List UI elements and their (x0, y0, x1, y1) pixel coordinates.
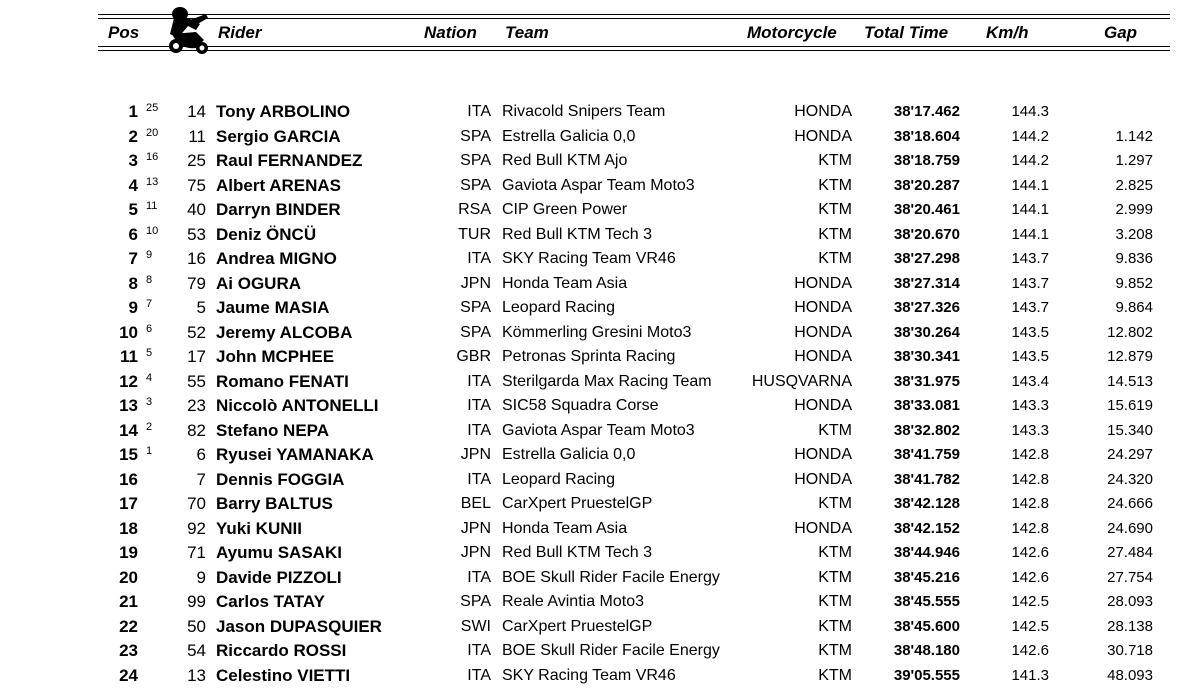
nation-cell: SPA (460, 176, 491, 194)
table-row (0, 590, 1200, 614)
speed-cell: 142.5 (1011, 593, 1049, 610)
gap-cell: 9.864 (1115, 299, 1153, 316)
rider-name-cell: Celestino VIETTI (216, 665, 351, 685)
position-cell: 21 (119, 592, 138, 611)
nation-cell: ITA (467, 568, 491, 586)
nation-cell: SPA (460, 593, 491, 610)
motorcycle-cell: HUSQVARNA (751, 372, 852, 390)
speed-cell: 142.5 (1011, 617, 1049, 635)
position-cell: 24 (119, 665, 138, 685)
team-cell: Kömmerling Gresini Moto3 (502, 323, 692, 341)
speed-cell: 142.6 (1011, 544, 1049, 561)
speed-cell: 143.7 (1011, 299, 1049, 316)
nation-cell: ITA (467, 372, 491, 390)
position-cell: 20 (119, 567, 138, 587)
motorcycle-cell: KTM (818, 225, 852, 243)
gap-cell: 1.142 (1115, 127, 1153, 145)
total-time-cell: 38'30.341 (893, 348, 960, 365)
rider-name-cell: Riccardo ROSSI (216, 641, 347, 660)
table-row (0, 247, 1200, 271)
header-motorcycle: Motorcycle (747, 23, 837, 42)
table-row (0, 468, 1200, 492)
motorcycle-cell: KTM (818, 593, 852, 610)
nation-cell: SPA (460, 152, 491, 169)
rider-number-cell: 25 (187, 151, 206, 170)
position-cell: 18 (119, 518, 138, 538)
nation-cell: JPN (460, 544, 491, 561)
position-cell: 23 (119, 641, 138, 660)
speed-cell: 142.6 (1011, 642, 1049, 659)
rider-name-cell: Sergio GARCIA (216, 126, 341, 146)
points-cell: 1 (146, 445, 153, 457)
rider-number-cell: 23 (187, 396, 206, 415)
rider-number-cell: 53 (187, 224, 206, 244)
rider-name-cell: Ayumu SASAKI (216, 543, 342, 562)
team-cell: Gaviota Aspar Team Moto3 (502, 421, 695, 439)
points-cell: 6 (146, 322, 153, 335)
rider-number-cell: 71 (187, 543, 206, 562)
rider-name-cell: Ai OGURA (216, 273, 301, 293)
points-cell: 7 (146, 298, 153, 310)
motorcycle-cell: HONDA (794, 348, 852, 365)
team-cell: CarXpert PruestelGP (502, 495, 653, 512)
nation-cell: TUR (458, 225, 491, 243)
motorcycle-cell: HONDA (794, 103, 852, 120)
team-cell: Estrella Galicia 0,0 (502, 127, 636, 145)
gap-cell: 2.999 (1115, 201, 1153, 218)
gap-cell: 24.297 (1107, 446, 1153, 463)
motorcycle-cell: HONDA (794, 397, 852, 414)
rider-name-cell: Albert ARENAS (216, 175, 341, 195)
header-top-rule-inner (98, 18, 1170, 19)
gap-cell: 9.852 (1115, 274, 1153, 292)
total-time-cell: 38'45.600 (893, 617, 960, 635)
table-row (0, 639, 1200, 663)
rider-name-cell: Dennis FOGGIA (216, 469, 345, 489)
rider-name-cell: Tony ARBOLINO (216, 102, 351, 121)
rider-name-cell: Romano FENATI (216, 371, 349, 391)
position-cell: 17 (119, 494, 138, 513)
position-cell: 6 (128, 224, 138, 244)
rider-number-cell: 55 (187, 371, 206, 391)
motorcycle-cell: KTM (818, 642, 852, 659)
total-time-cell: 38'41.782 (893, 470, 960, 488)
nation-cell: ITA (467, 397, 491, 414)
speed-cell: 143.7 (1011, 274, 1049, 292)
total-time-cell: 38'30.264 (893, 323, 960, 341)
points-cell: 8 (146, 273, 153, 286)
position-cell: 9 (128, 298, 138, 317)
motorcycle-cell: HONDA (794, 323, 852, 341)
motorcycle-cell: KTM (818, 201, 852, 218)
nation-cell: SPA (460, 299, 491, 316)
speed-cell: 144.1 (1011, 201, 1049, 218)
points-cell: 4 (146, 371, 153, 384)
team-cell: Gaviota Aspar Team Moto3 (502, 176, 695, 194)
table-row (0, 394, 1200, 418)
team-cell: CarXpert PruestelGP (502, 617, 653, 635)
team-cell: SKY Racing Team VR46 (502, 666, 676, 684)
rider-name-cell: Stefano NEPA (216, 420, 330, 440)
position-cell: 22 (119, 616, 138, 636)
table-row (0, 664, 1200, 688)
table-row (0, 174, 1200, 198)
team-cell: Petronas Sprinta Racing (502, 348, 676, 365)
rider-name-cell: Ryusei YAMANAKA (216, 445, 374, 464)
gap-cell: 28.093 (1107, 593, 1153, 610)
table-row (0, 272, 1200, 296)
nation-cell: ITA (467, 642, 491, 659)
rider-name-cell: Davide PIZZOLI (216, 567, 342, 587)
position-cell: 4 (128, 175, 138, 195)
position-cell: 10 (119, 322, 138, 342)
gap-cell: 14.513 (1107, 372, 1153, 390)
motorcycle-cell: HONDA (794, 299, 852, 316)
total-time-cell: 38'20.670 (893, 225, 960, 243)
team-cell: BOE Skull Rider Facile Energy (502, 568, 720, 586)
nation-cell: RSA (458, 201, 491, 218)
speed-cell: 142.8 (1011, 519, 1049, 537)
team-cell: Red Bull KTM Ajo (502, 152, 628, 169)
header-rider: Rider (218, 23, 262, 42)
rider-number-cell: 5 (196, 298, 206, 317)
team-cell: BOE Skull Rider Facile Energy (502, 642, 720, 659)
rider-number-cell: 75 (187, 175, 206, 195)
speed-cell: 144.1 (1011, 225, 1049, 243)
points-cell: 13 (146, 175, 159, 188)
rider-name-cell: Raul FERNANDEZ (216, 151, 363, 170)
total-time-cell: 38'31.975 (893, 372, 960, 390)
motorcycle-cell: HONDA (794, 446, 852, 463)
motorcycle-cell: HONDA (794, 519, 852, 537)
nation-cell: ITA (467, 666, 491, 684)
motorcycle-cell: KTM (818, 544, 852, 561)
rider-number-cell: 82 (187, 420, 206, 440)
position-cell: 12 (119, 371, 138, 391)
gap-cell: 27.754 (1107, 568, 1153, 586)
rider-number-cell: 6 (196, 445, 206, 464)
nation-cell: JPN (460, 446, 491, 463)
total-time-cell: 38'18.604 (893, 127, 960, 145)
points-cell: 2 (146, 420, 153, 433)
gap-cell: 24.320 (1107, 470, 1153, 488)
rider-number-cell: 17 (187, 347, 206, 366)
total-time-cell: 38'27.326 (893, 299, 960, 316)
position-cell: 15 (119, 445, 138, 464)
team-cell: Red Bull KTM Tech 3 (502, 225, 652, 243)
rider-name-cell: Deniz ÖNCÜ (216, 224, 317, 244)
speed-cell: 143.4 (1011, 372, 1049, 390)
motorcycle-cell: KTM (818, 152, 852, 169)
position-cell: 11 (120, 347, 138, 366)
table-row (0, 223, 1200, 247)
speed-cell: 142.6 (1011, 568, 1049, 586)
rider-number-cell: 52 (187, 322, 206, 342)
gap-cell: 12.879 (1107, 348, 1153, 365)
speed-cell: 142.8 (1011, 446, 1049, 463)
table-row (0, 125, 1200, 149)
speed-cell: 143.5 (1011, 348, 1049, 365)
table-row (0, 541, 1200, 565)
rider-number-cell: 70 (187, 494, 206, 513)
rider-number-cell: 99 (187, 592, 206, 611)
total-time-cell: 38'45.216 (893, 568, 960, 586)
points-cell: 10 (146, 224, 159, 237)
total-time-cell: 38'20.287 (893, 176, 960, 194)
header-pos: Pos (108, 23, 140, 42)
points-cell: 9 (146, 249, 153, 261)
motorcycle-cell: KTM (818, 250, 852, 267)
gap-cell: 12.802 (1107, 323, 1153, 341)
gap-cell: 15.340 (1107, 421, 1153, 439)
header-team: Team (505, 23, 549, 42)
speed-cell: 144.2 (1011, 152, 1049, 169)
rider-name-cell: Niccolò ANTONELLI (216, 396, 379, 415)
rider-number-cell: 79 (187, 273, 206, 293)
total-time-cell: 38'45.555 (893, 593, 960, 610)
motorcycle-cell: KTM (818, 495, 852, 512)
nation-cell: GBR (456, 348, 491, 365)
rider-number-cell: 13 (187, 665, 206, 685)
rider-number-cell: 7 (196, 469, 206, 489)
team-cell: Rivacold Snipers Team (502, 103, 666, 120)
position-cell: 7 (128, 249, 138, 268)
speed-cell: 144.3 (1011, 103, 1049, 120)
nation-cell: ITA (467, 421, 491, 439)
nation-cell: SPA (460, 323, 491, 341)
table-row (0, 443, 1200, 467)
gap-cell: 30.718 (1107, 642, 1153, 659)
speed-cell: 141.3 (1011, 666, 1049, 684)
team-cell: Honda Team Asia (502, 274, 628, 292)
nation-cell: SPA (460, 127, 491, 145)
gap-cell: 15.619 (1107, 397, 1153, 414)
position-cell: 19 (119, 543, 138, 562)
motorcycle-cell: KTM (818, 666, 852, 684)
nation-cell: SWI (460, 617, 491, 635)
nation-cell: JPN (460, 274, 491, 292)
rider-number-cell: 50 (187, 616, 206, 636)
gap-cell: 2.825 (1115, 176, 1153, 194)
motorcycle-cell: KTM (818, 421, 852, 439)
header-top-rule (98, 14, 1170, 15)
table-row (0, 566, 1200, 590)
rider-name-cell: Carlos TATAY (216, 592, 325, 611)
table-row (0, 345, 1200, 369)
gap-cell: 24.690 (1107, 519, 1153, 537)
nation-cell: ITA (467, 103, 491, 120)
rider-name-cell: Jason DUPASQUIER (216, 616, 382, 636)
gap-cell: 28.138 (1107, 617, 1153, 635)
nation-cell: JPN (460, 519, 491, 537)
position-cell: 1 (128, 102, 138, 121)
total-time-cell: 38'42.152 (893, 519, 960, 537)
rider-name-cell: Andrea MIGNO (216, 249, 337, 268)
header-bottom-rule-inner (98, 50, 1170, 51)
team-cell: CIP Green Power (502, 201, 628, 218)
total-time-cell: 38'27.314 (893, 274, 960, 292)
header-kmh: Km/h (986, 23, 1029, 42)
position-cell: 8 (128, 273, 138, 293)
nation-cell: ITA (467, 250, 491, 267)
table-row (0, 149, 1200, 173)
nation-cell: BEL (460, 495, 491, 512)
gap-cell: 3.208 (1115, 225, 1153, 243)
header-bottom-rule (98, 46, 1170, 47)
team-cell: Red Bull KTM Tech 3 (502, 544, 652, 561)
header-gap: Gap (1104, 23, 1138, 42)
position-cell: 2 (128, 126, 138, 146)
total-time-cell: 38'44.946 (893, 544, 960, 561)
team-cell: Sterilgarda Max Racing Team (502, 372, 712, 390)
team-cell: Reale Avintia Moto3 (502, 593, 645, 610)
rider-number-cell: 40 (187, 200, 206, 219)
gap-cell: 24.666 (1107, 495, 1153, 512)
rider-name-cell: Yuki KUNII (216, 518, 302, 538)
rider-number-cell: 92 (187, 518, 206, 538)
gap-cell: 9.836 (1115, 250, 1153, 267)
speed-cell: 143.3 (1011, 421, 1049, 439)
motorcycle-cell: HONDA (794, 274, 852, 292)
table-row (0, 615, 1200, 639)
header-nation: Nation (424, 23, 477, 42)
position-cell: 5 (128, 200, 138, 219)
team-cell: Honda Team Asia (502, 519, 628, 537)
team-cell: Leopard Racing (502, 299, 615, 316)
speed-cell: 143.3 (1011, 397, 1049, 414)
total-time-cell: 38'27.298 (893, 250, 960, 267)
points-cell: 5 (146, 347, 153, 359)
speed-cell: 142.8 (1011, 495, 1049, 512)
table-row (0, 419, 1200, 443)
motorcycle-cell: HONDA (794, 127, 852, 145)
total-time-cell: 38'33.081 (893, 397, 960, 414)
speed-cell: 143.5 (1011, 323, 1049, 341)
position-cell: 16 (119, 469, 138, 489)
position-cell: 13 (119, 396, 138, 415)
total-time-cell: 38'18.759 (893, 152, 960, 169)
rider-number-cell: 54 (187, 641, 206, 660)
table-row (0, 370, 1200, 394)
speed-cell: 143.7 (1011, 250, 1049, 267)
gap-cell: 1.297 (1115, 152, 1153, 169)
rider-number-cell: 9 (196, 567, 206, 587)
motorcycle-cell: KTM (818, 568, 852, 586)
rider-number-cell: 14 (187, 102, 206, 121)
total-time-cell: 39'05.555 (893, 666, 960, 684)
points-cell: 20 (146, 126, 159, 139)
gap-cell: 27.484 (1107, 544, 1153, 561)
motorcycle-cell: KTM (818, 176, 852, 194)
speed-cell: 144.2 (1011, 127, 1049, 145)
position-cell: 3 (128, 151, 138, 170)
total-time-cell: 38'48.180 (893, 642, 960, 659)
table-row (0, 198, 1200, 222)
points-cell: 16 (146, 151, 159, 163)
team-cell: SIC58 Squadra Corse (502, 397, 659, 414)
total-time-cell: 38'17.462 (893, 103, 960, 120)
table-row (0, 100, 1200, 124)
rider-number-cell: 16 (187, 249, 206, 268)
total-time-cell: 38'42.128 (893, 495, 960, 512)
team-cell: Leopard Racing (502, 470, 615, 488)
rider-name-cell: John MCPHEE (216, 347, 335, 366)
motorcycle-rider-icon (166, 4, 212, 56)
rider-number-cell: 11 (188, 126, 206, 146)
table-row (0, 492, 1200, 516)
total-time-cell: 38'41.759 (893, 446, 960, 463)
motorcycle-cell: HONDA (794, 470, 852, 488)
rider-name-cell: Jaume MASIA (216, 298, 330, 317)
table-row (0, 296, 1200, 320)
header-total-time: Total Time (864, 23, 949, 42)
table-row (0, 517, 1200, 541)
team-cell: Estrella Galicia 0,0 (502, 446, 636, 463)
points-cell: 25 (146, 102, 159, 114)
rider-name-cell: Barry BALTUS (216, 494, 333, 513)
table-row (0, 321, 1200, 345)
team-cell: SKY Racing Team VR46 (502, 250, 676, 267)
speed-cell: 144.1 (1011, 176, 1049, 194)
gap-cell: 48.093 (1107, 666, 1153, 684)
speed-cell: 142.8 (1011, 470, 1049, 488)
rider-name-cell: Jeremy ALCOBA (216, 322, 353, 342)
motorcycle-cell: KTM (818, 617, 852, 635)
position-cell: 14 (119, 420, 138, 440)
total-time-cell: 38'20.461 (893, 201, 960, 218)
rider-name-cell: Darryn BINDER (216, 200, 341, 219)
points-cell: 3 (146, 396, 153, 408)
nation-cell: ITA (467, 470, 491, 488)
points-cell: 11 (146, 200, 158, 212)
total-time-cell: 38'32.802 (893, 421, 960, 439)
